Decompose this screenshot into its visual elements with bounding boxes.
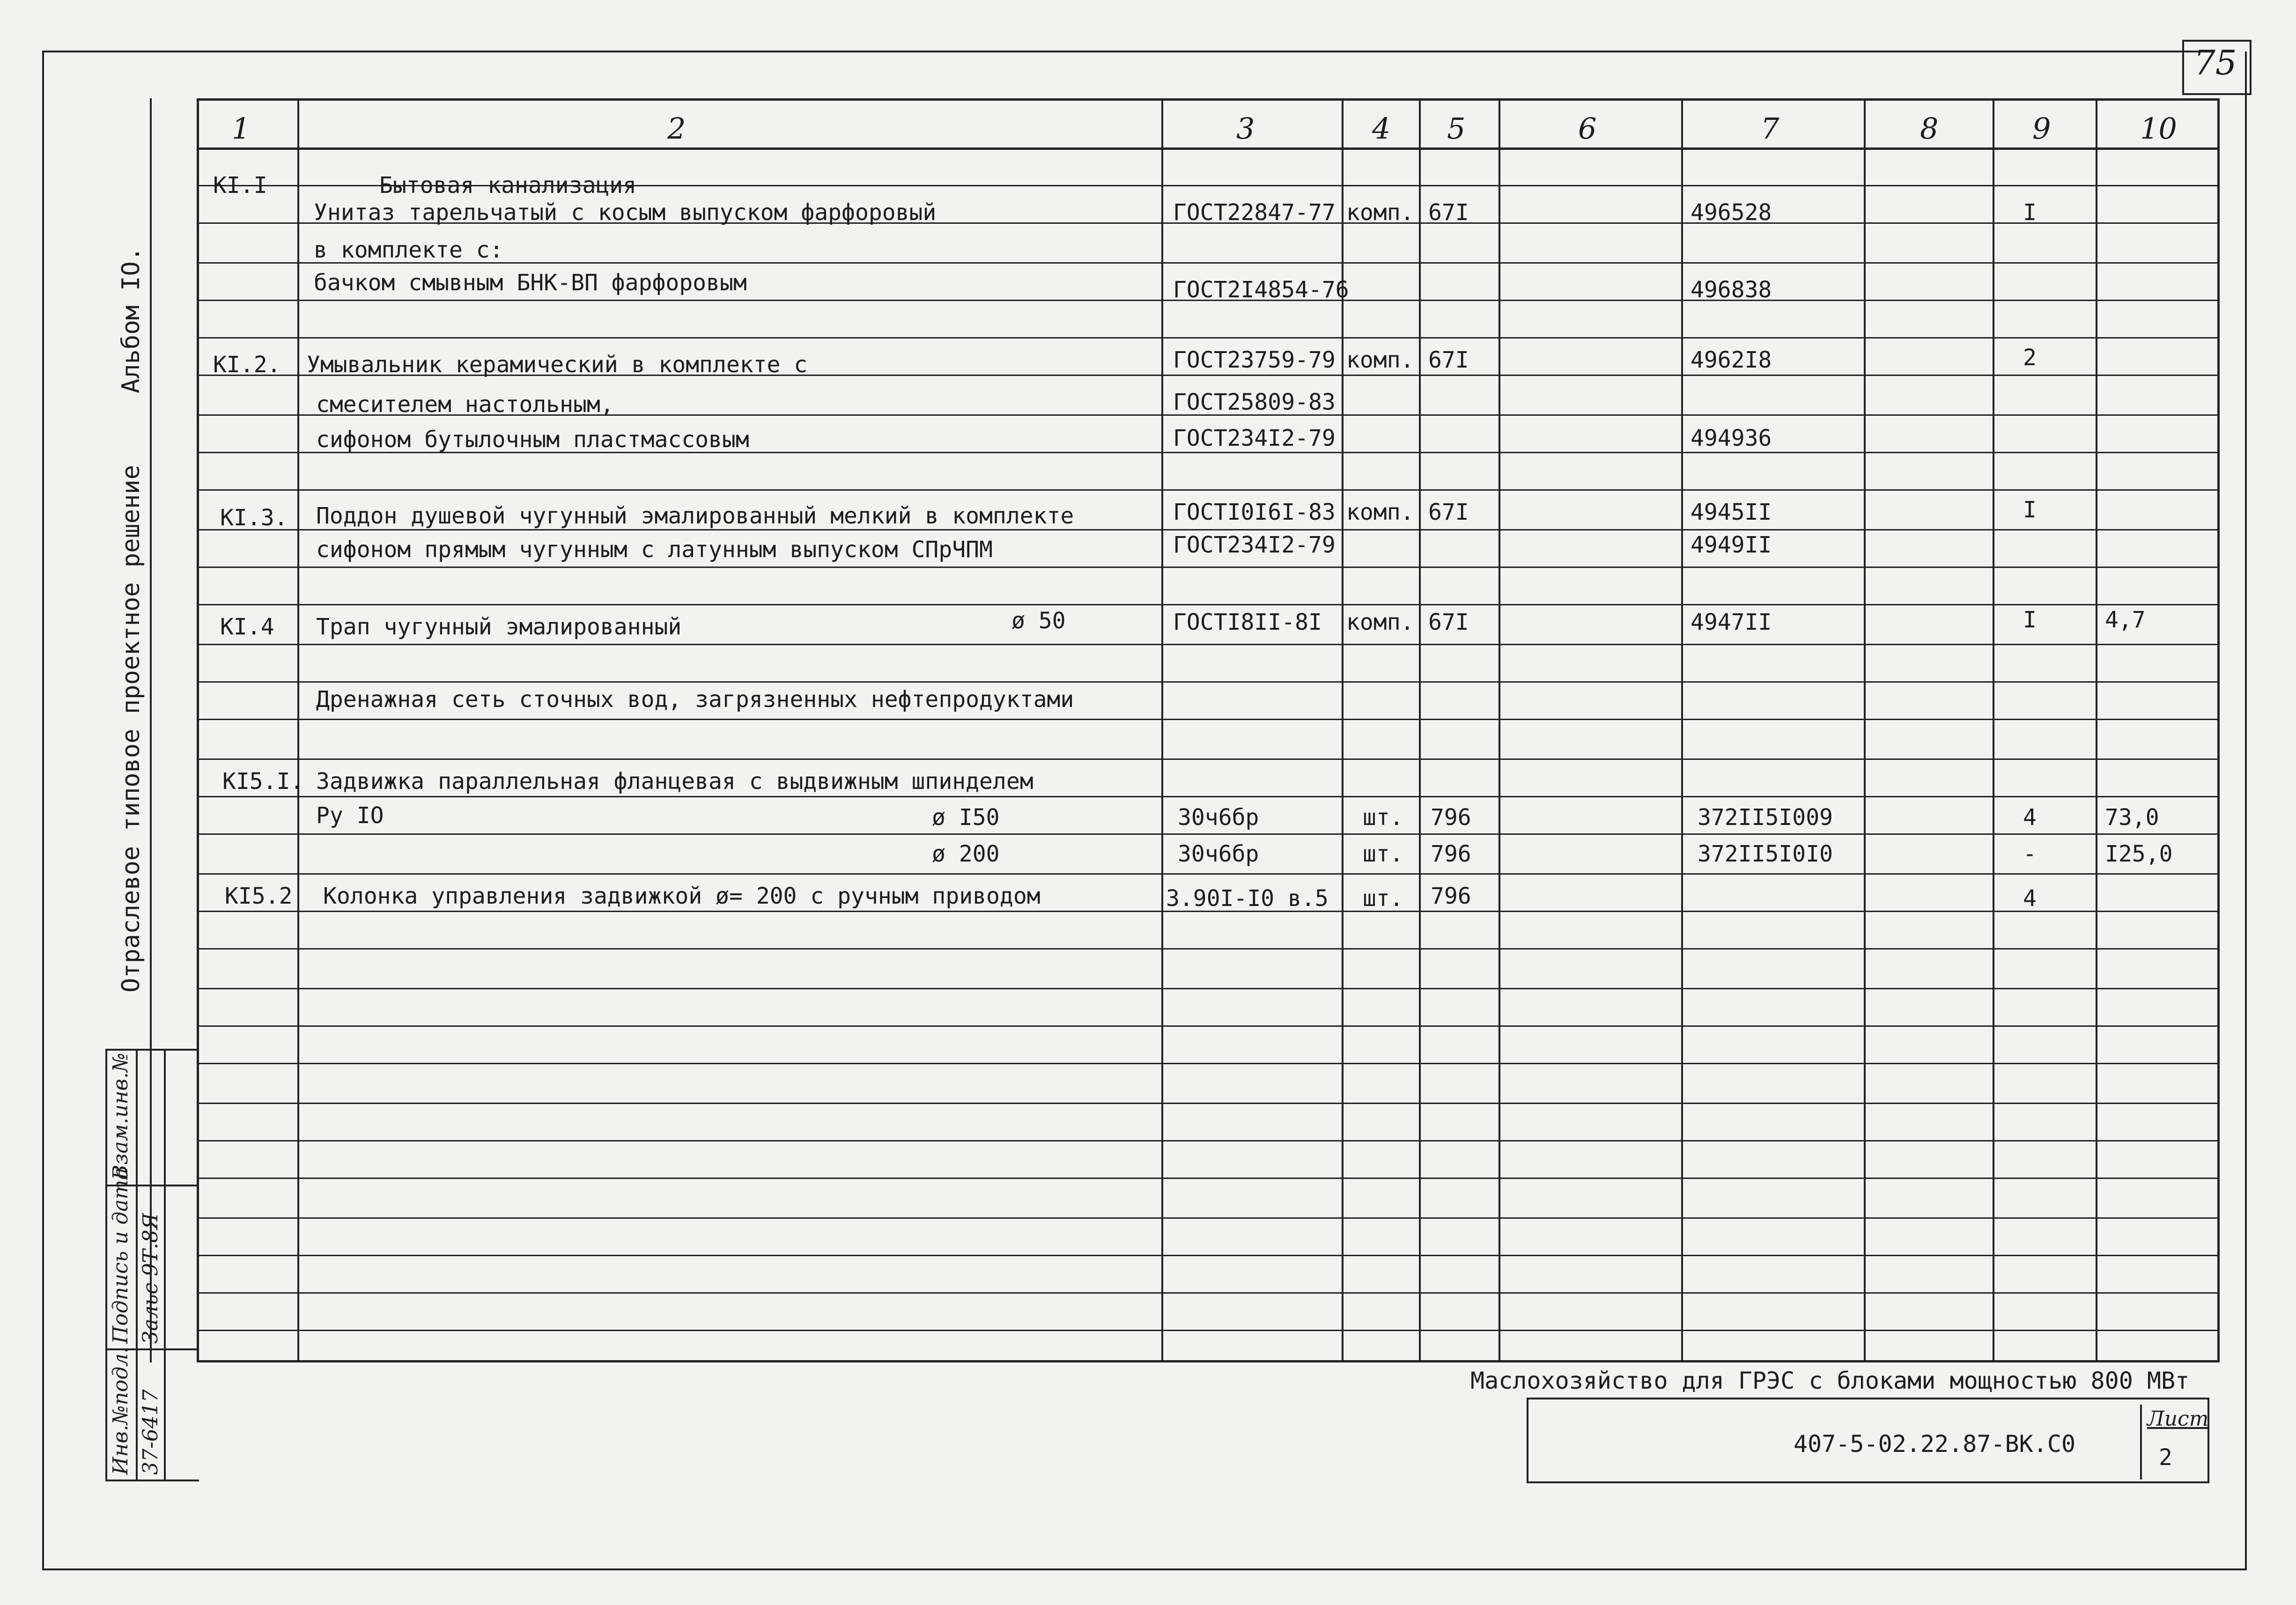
cell-standard: ГОСТ234I2-79 — [1173, 532, 1336, 558]
cell-name: Умывальник керамический в комплекте с — [307, 352, 808, 378]
column-divider — [1864, 98, 1866, 1362]
row-line — [197, 833, 2220, 835]
cell-mass: 73,0 — [2105, 804, 2159, 831]
cell-quantity: I — [2023, 497, 2037, 523]
cell-product-code: 4962I8 — [1691, 347, 1772, 373]
cell-position: KI.2. — [213, 352, 281, 378]
cell-position: KI.4 — [220, 614, 274, 640]
album-label: Альбом IO. — [117, 246, 145, 393]
document-code: 407-5-02.22.87-ВК.С0 — [1794, 1430, 2076, 1458]
cell-product-code: 496528 — [1691, 199, 1772, 226]
cell-position: KI.3. — [220, 505, 288, 531]
cell-quantity: I — [2023, 199, 2037, 226]
column-divider — [1161, 98, 1163, 1362]
cell-quantity: 4 — [2023, 885, 2037, 912]
cell-unit: шт. — [1363, 804, 1403, 831]
cell-unit: комп. — [1346, 199, 1414, 226]
cell-mass: I25,0 — [2105, 841, 2173, 867]
row-line — [197, 1025, 2220, 1027]
column-divider — [1681, 98, 1683, 1362]
cell-code: 796 — [1431, 841, 1471, 867]
cell-product-code: 372II5I009 — [1698, 804, 1833, 831]
stamp-signature-value: Зальс 9Т.8Я — [139, 1213, 162, 1344]
cell-standard: ГОСТI0I6I-83 — [1173, 499, 1336, 525]
cell-product-code: 4947II — [1691, 609, 1772, 635]
cell-standard: 30ч6бр — [1178, 804, 1259, 831]
cell-name: в комплекте с: — [314, 237, 503, 263]
cell-product-code: 494936 — [1691, 425, 1772, 451]
cell-name: Поддон душевой чугунный эмалированный мелкий в комплекте — [316, 503, 1074, 529]
cell-standard: ГОСТ2I4854-76 — [1173, 277, 1349, 303]
row-line — [197, 1063, 2220, 1064]
cell-name: Ру IO — [316, 802, 384, 829]
row-line — [197, 567, 2220, 568]
cell-name: смесителем настольным, — [316, 391, 614, 418]
row-line — [197, 948, 2220, 950]
row-line — [197, 529, 2220, 530]
sheet-label: Лист — [2147, 1407, 2209, 1431]
cell-diameter: ø 50 — [1011, 608, 1066, 634]
cell-mass: 4,7 — [2105, 607, 2146, 633]
sheet-number: 2 — [2159, 1444, 2172, 1471]
column-divider — [1499, 98, 1500, 1362]
stamp-line — [105, 1480, 199, 1481]
cell-product-code: 4949II — [1691, 532, 1772, 558]
stamp-border-left — [105, 1049, 107, 1480]
page-number: 75 — [2194, 43, 2237, 82]
row-line — [197, 681, 2220, 683]
row-line — [197, 988, 2220, 989]
cell-name: Задвижка параллельная фланцевая с выдвижным шпинделем — [316, 768, 1034, 795]
header-col-1: 1 — [232, 111, 251, 146]
stamp-replacement-label: Взам.инв.№ — [109, 1053, 133, 1180]
stamp-border-right — [164, 1049, 166, 1480]
cell-product-code: 372II5I0I0 — [1698, 841, 1833, 867]
cell-name: Унитаз тарельчатый с косым выпуском фарфоровый — [314, 199, 937, 226]
header-col-9: 9 — [2032, 111, 2051, 146]
cell-standard: ГОСТ23759-79 — [1173, 347, 1336, 373]
cell-unit: шт. — [1363, 885, 1403, 912]
cell-unit: шт. — [1363, 841, 1403, 867]
row-line — [197, 1330, 2220, 1331]
column-divider — [2096, 98, 2097, 1362]
row-line — [197, 1255, 2220, 1256]
row-line — [197, 758, 2220, 760]
cell-code: 796 — [1431, 804, 1471, 831]
cell-position: KI5.I. — [222, 768, 304, 795]
project-type-label: Отраслевое типовое проектное решение — [117, 464, 145, 993]
header-col-4: 4 — [1372, 111, 1391, 146]
header-col-10: 10 — [2140, 111, 2177, 146]
row-line — [197, 1217, 2220, 1219]
cell-standard: 30ч6бр — [1178, 841, 1259, 867]
cell-name: сифоном прямым чугунным с латунным выпуском СПрЧПМ — [316, 537, 993, 563]
row-line — [197, 604, 2220, 605]
cell-quantity: 4 — [2023, 804, 2037, 831]
row-line — [197, 796, 2220, 797]
cell-quantity: - — [2023, 841, 2037, 867]
cell-standard: ГОСТ25809-83 — [1173, 389, 1336, 415]
cell-code: 67I — [1428, 347, 1469, 373]
cell-name: Колонка управления задвижкой ø= 200 с ручным приводом — [323, 883, 1041, 909]
cell-unit: комп. — [1346, 609, 1414, 635]
cell-section-title: Дренажная сеть сточных вод, загрязненных нефтепродуктами — [316, 686, 1074, 713]
cell-standard: ГОСТ22847-77 — [1173, 199, 1336, 226]
row-line — [197, 1292, 2220, 1294]
cell-standard: ГОСТI8II-8I — [1173, 609, 1322, 635]
column-divider — [297, 98, 299, 1362]
cell-diameter: ø 200 — [932, 841, 1000, 867]
row-line — [197, 719, 2220, 720]
stamp-signature-label: Подпись и дата — [109, 1167, 133, 1344]
row-line — [197, 1178, 2220, 1179]
header-divider — [197, 147, 2220, 150]
row-line — [197, 1140, 2220, 1141]
cell-standard: 3.90I-I0 в.5 — [1166, 885, 1329, 912]
cell-code: 67I — [1428, 499, 1469, 525]
column-divider — [1993, 98, 1994, 1362]
cell-product-code: 4945II — [1691, 499, 1772, 525]
cell-code: 67I — [1428, 609, 1469, 635]
cell-name: сифоном бутылочным пластмассовым — [316, 427, 749, 453]
stamp-border-mid — [136, 1049, 138, 1480]
row-line — [197, 489, 2220, 491]
cell-unit: комп. — [1346, 347, 1414, 373]
cell-diameter: ø I50 — [932, 804, 1000, 831]
cell-quantity: 2 — [2023, 345, 2037, 371]
row-line — [197, 1103, 2220, 1104]
side-strip — [150, 98, 199, 1362]
column-divider — [1419, 98, 1421, 1362]
header-col-3: 3 — [1236, 111, 1255, 146]
header-col-6: 6 — [1578, 111, 1597, 146]
cell-standard: ГОСТ234I2-79 — [1173, 425, 1336, 451]
cell-position: KI.I — [213, 172, 267, 199]
cell-name: Бытовая канализация — [379, 172, 637, 199]
header-col-2: 2 — [667, 111, 686, 146]
stamp-inventory-label: Инв.№подл. — [109, 1347, 133, 1475]
header-col-8: 8 — [1920, 111, 1939, 146]
stamp-line — [105, 1049, 199, 1051]
cell-name: Трап чугунный эмалированный — [316, 614, 682, 640]
cell-code: 67I — [1428, 199, 1469, 226]
row-line — [197, 337, 2220, 339]
project-title: Маслохозяйство для ГРЭС с блоками мощностью 800 МВт — [1470, 1367, 2190, 1394]
cell-code: 796 — [1431, 883, 1471, 909]
row-line — [197, 873, 2220, 875]
cell-position: KI5.2 — [225, 883, 293, 909]
cell-quantity: I — [2023, 607, 2037, 633]
cell-unit: комп. — [1346, 499, 1414, 525]
header-col-5: 5 — [1447, 111, 1466, 146]
cell-product-code: 496838 — [1691, 277, 1772, 303]
cell-name: бачком смывным БНК-ВП фарфоровым — [314, 270, 747, 296]
header-col-7: 7 — [1761, 111, 1779, 146]
stamp-inventory-value: 37-6417 — [139, 1389, 162, 1475]
row-line — [197, 644, 2220, 645]
